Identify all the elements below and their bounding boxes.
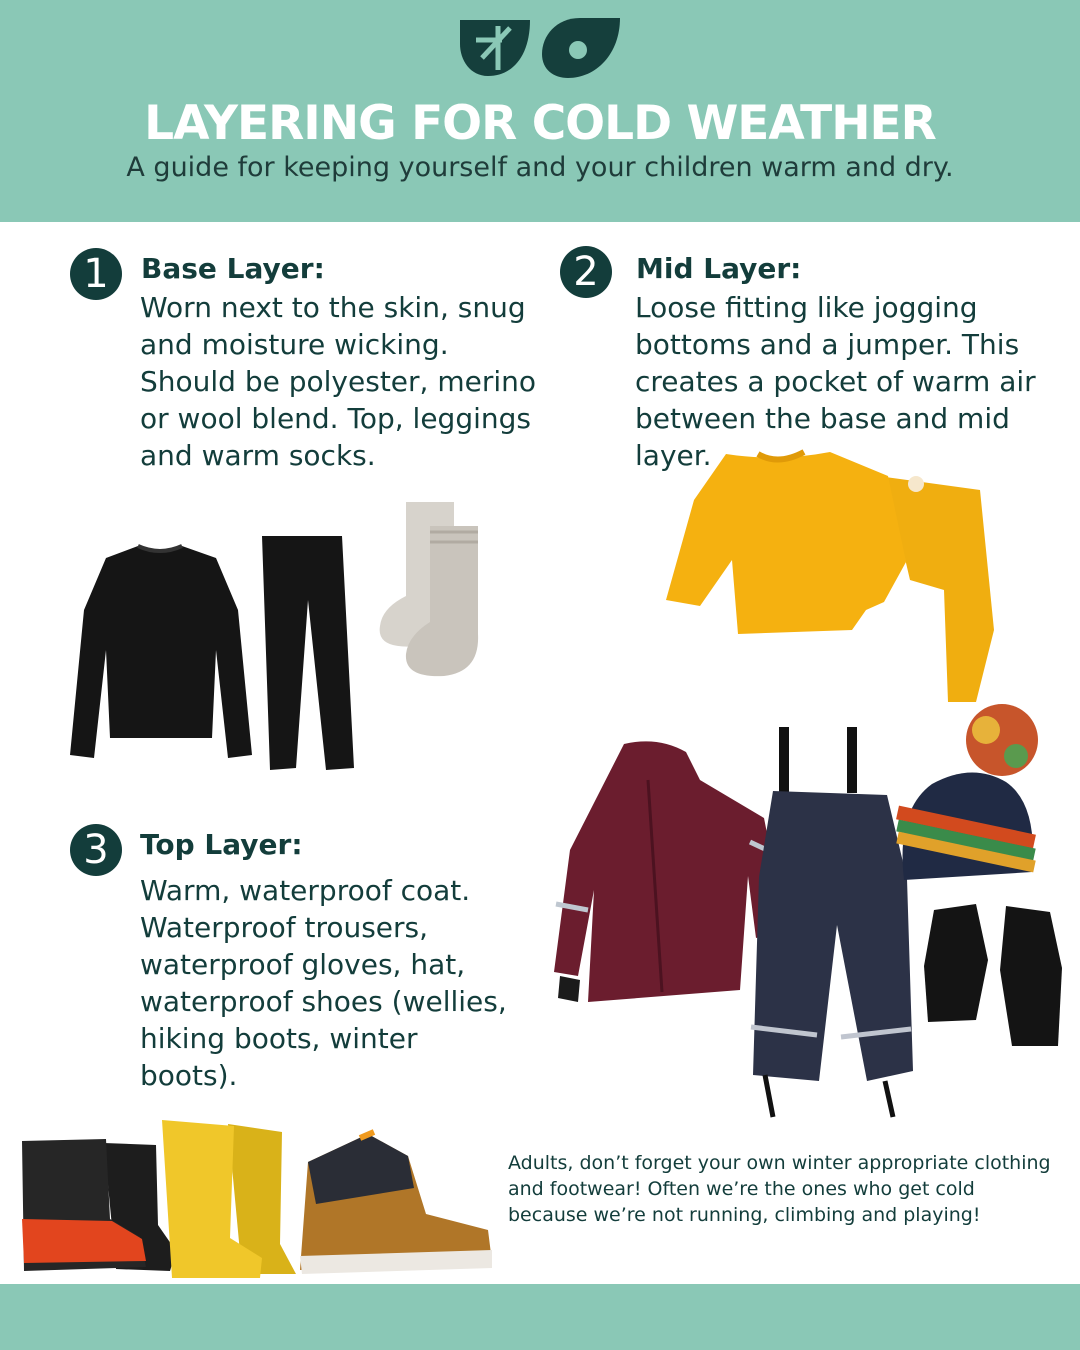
brand-logo [458, 14, 622, 80]
mid-layer-text: Loose fitting like jogging bottoms and a jumper. This creates a pocket of warm air between the base and mid layer. [635, 291, 1036, 472]
base-socks-image [372, 496, 502, 680]
step-number-1: 1 [70, 248, 122, 300]
adults-note: Adults, don’t forget your own winter appropriate clothing and footwear! Often we’re the ones who get cold because we’re not running, climbing and playing! [508, 1152, 1051, 1226]
page-subtitle: A guide for keeping yourself and your children warm and dry. [126, 152, 954, 183]
drop-logo-icon [542, 18, 620, 78]
mid-jumper-image [660, 440, 1000, 710]
base-layer-text: Worn next to the skin, snug and moisture wicking. Should be polyester, merino or wool blend. Top, leggings and warm socks. [140, 291, 537, 472]
base-layer-heading: Base Layer: [141, 252, 325, 285]
wellies-image [158, 1118, 300, 1280]
snow-boots-image [18, 1135, 180, 1280]
page-title: LAYERING FOR COLD WEATHER [144, 96, 936, 151]
step-number-2: 2 [560, 246, 612, 298]
step-number-3: 3 [70, 824, 122, 876]
footer-band [0, 1284, 1080, 1350]
top-hat-image [890, 700, 1040, 890]
top-gloves-image [920, 900, 1070, 1050]
top-layer-heading: Top Layer: [140, 828, 303, 861]
mid-layer-heading: Mid Layer: [636, 252, 802, 285]
header-band [0, 0, 1080, 222]
top-layer-text: Warm, waterproof coat. Waterproof trousers, waterproof gloves, hat, waterproof shoes (wellies, hiking boots, winter boots). [140, 874, 507, 1092]
base-top-image [66, 540, 256, 770]
hiking-boot-image [296, 1128, 496, 1280]
base-leggings-image [250, 530, 360, 775]
leaf-logo-icon [460, 20, 530, 76]
